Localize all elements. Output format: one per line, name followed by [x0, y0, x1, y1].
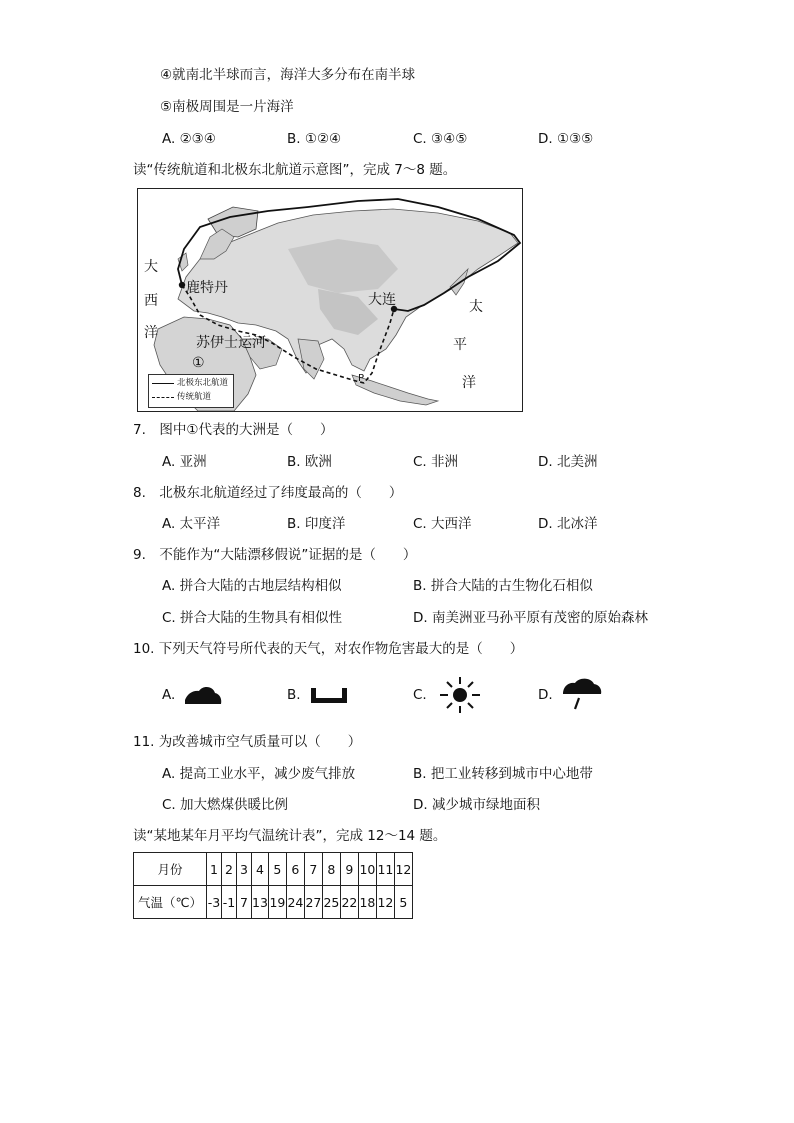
month-cell: 5: [268, 853, 286, 886]
q11-option-d[interactable]: D. 减少城市绿地面积: [413, 797, 540, 813]
q10-option-c-label: C.: [413, 687, 427, 703]
label-atlantic-da: 大: [144, 259, 158, 275]
temp-cell: 19: [268, 886, 286, 919]
q10-option-a-label: A.: [162, 687, 176, 703]
q10-option-b[interactable]: [287, 686, 301, 704]
q10-option-d-label: D.: [538, 687, 553, 703]
legend-northeast-label: 北极东北航道: [177, 378, 229, 388]
label-suez: 苏伊士运河: [196, 335, 266, 351]
month-cell: 7: [304, 853, 322, 886]
month-header: 月份: [134, 853, 207, 886]
label-dalian: 大连: [368, 292, 396, 308]
question-9: 9. 不能作为“大陆漂移假说”证据的是（ ）: [133, 547, 417, 563]
q6-option-a[interactable]: A. ②③④: [162, 131, 216, 147]
question-7: 7. 图中①代表的大洲是（ ）: [133, 422, 334, 438]
temp-cell: -1: [222, 886, 237, 919]
q11-option-a[interactable]: A. 提高工业水平，减少废气排放: [162, 766, 356, 782]
q7-option-d[interactable]: D. 北美洲: [538, 454, 598, 470]
q6-option-b[interactable]: B. ①②④: [287, 131, 342, 147]
month-cell: 11: [376, 853, 394, 886]
temp-cell: 22: [340, 886, 358, 919]
q9-option-b[interactable]: B. 拼合大陆的古生物化石相似: [413, 578, 593, 594]
month-cell: 3: [237, 853, 252, 886]
table-intro: 读“某地某年月平均气温统计表”，完成 12～14 题。: [133, 828, 447, 844]
month-row: [134, 853, 413, 886]
overcast-icon: [183, 684, 223, 706]
month-cell: 1: [207, 853, 222, 886]
q11-option-b[interactable]: B. 把工业转移到城市中心地带: [413, 766, 593, 782]
q8-option-b[interactable]: B. 印度洋: [287, 516, 346, 532]
q8-option-d[interactable]: D. 北冰洋: [538, 516, 598, 532]
map-legend: [148, 374, 234, 408]
month-cell: 12: [394, 853, 412, 886]
month-cell: 6: [286, 853, 304, 886]
label-pacific-ping: 平: [453, 337, 467, 353]
temp-cell: 24: [286, 886, 304, 919]
q11-option-c[interactable]: C. 加大燃煤供暖比例: [162, 797, 289, 813]
statement-5: ⑤南极周围是一片海洋: [160, 99, 294, 115]
dashed-line-icon: [152, 397, 174, 398]
legend-traditional: [152, 391, 211, 404]
solid-line-icon: [152, 383, 174, 384]
month-cell: 8: [322, 853, 340, 886]
temp-cell: 7: [237, 886, 252, 919]
q9-option-d[interactable]: D. 南美洲亚马孙平原有茂密的原始森林: [413, 610, 648, 626]
label-p: P: [358, 373, 365, 384]
temperature-row: [134, 886, 413, 919]
question-10: 10. 下列天气符号所代表的天气，对农作物危害最大的是（ ）: [133, 641, 524, 657]
legend-northeast: [152, 377, 228, 390]
temp-cell: 13: [252, 886, 269, 919]
q9-option-a[interactable]: A. 拼合大陆的古地层结构相似: [162, 578, 342, 594]
month-cell: 10: [358, 853, 376, 886]
label-rotterdam: 鹿特丹: [186, 280, 228, 296]
storm-icon: [561, 676, 603, 712]
legend-traditional-label: 传统航道: [177, 392, 212, 402]
q7-option-a[interactable]: A. 亚洲: [162, 454, 207, 470]
label-pacific-yang: 洋: [462, 375, 476, 391]
q6-option-c[interactable]: C. ③④⑤: [413, 131, 468, 147]
temp-cell: 25: [322, 886, 340, 919]
q10-option-a[interactable]: [162, 686, 175, 704]
q6-option-d[interactable]: D. ①③⑤: [538, 131, 594, 147]
month-cell: 9: [340, 853, 358, 886]
month-cell: 2: [222, 853, 237, 886]
temp-cell: 5: [394, 886, 412, 919]
q7-option-c[interactable]: C. 非洲: [413, 454, 459, 470]
q8-option-c[interactable]: C. 大西洋: [413, 516, 472, 532]
temp-cell: 18: [358, 886, 376, 919]
temp-cell: -3: [207, 886, 222, 919]
sunny-icon: [438, 675, 482, 715]
map-intro: 读“传统航道和北极东北航道示意图”，完成 7～8 题。: [133, 162, 457, 178]
label-atlantic-xi: 西: [144, 293, 158, 309]
label-continent-1: ①: [192, 355, 205, 371]
q8-option-a[interactable]: A. 太平洋: [162, 516, 221, 532]
temp-cell: 27: [304, 886, 322, 919]
hail-bracket-icon: [309, 686, 349, 706]
question-11: 11. 为改善城市空气质量可以（ ）: [133, 734, 362, 750]
label-atlantic-yang: 洋: [144, 325, 158, 341]
temperature-header: 气温（℃）: [134, 886, 207, 919]
label-pacific-tai: 太: [469, 299, 483, 315]
q10-option-d[interactable]: [538, 686, 553, 704]
q7-option-b[interactable]: B. 欧洲: [287, 454, 332, 470]
temperature-table: [133, 852, 413, 919]
temp-cell: 12: [376, 886, 394, 919]
q10-option-c[interactable]: [413, 686, 427, 704]
q9-option-c[interactable]: C. 拼合大陆的生物具有相似性: [162, 610, 343, 626]
month-cell: 4: [252, 853, 269, 886]
q10-option-b-label: B.: [287, 687, 301, 703]
statement-4: ④就南北半球而言，海洋大多分布在南半球: [160, 67, 416, 83]
question-8: 8. 北极东北航道经过了纬度最高的（ ）: [133, 485, 403, 501]
